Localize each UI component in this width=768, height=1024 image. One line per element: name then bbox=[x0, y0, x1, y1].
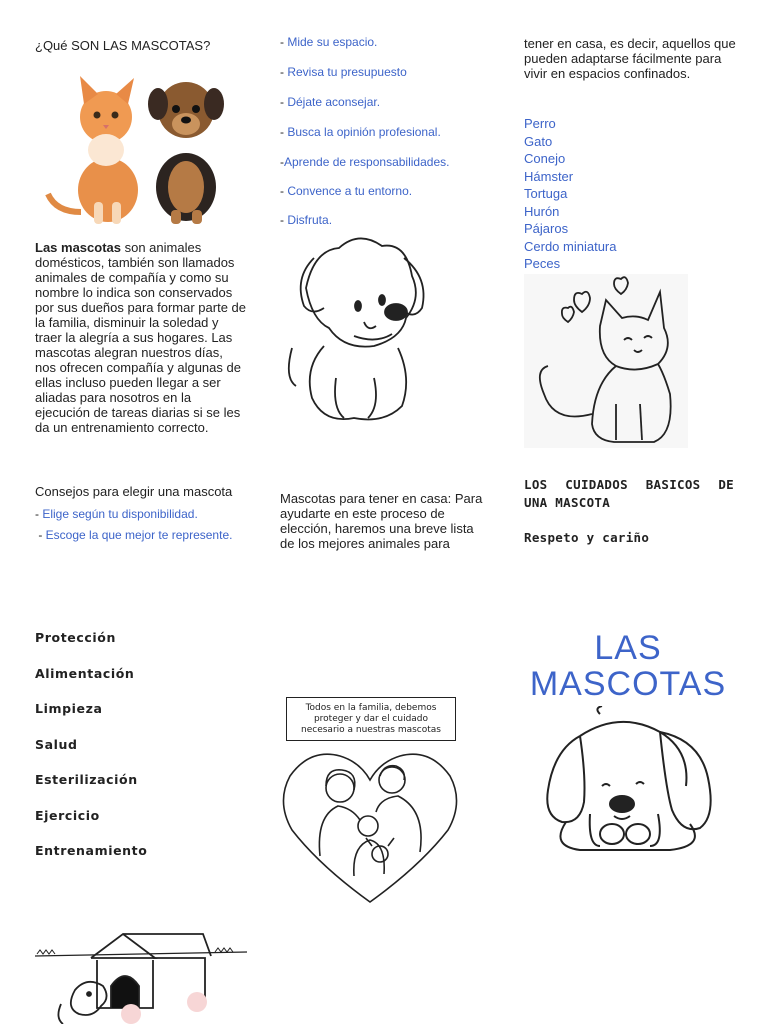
tip-item[interactable]: - Revisa tu presupuesto bbox=[280, 65, 407, 79]
question-heading: ¿Qué SON LAS MASCOTAS? bbox=[35, 38, 211, 53]
title-line-2: MASCOTAS bbox=[529, 665, 727, 703]
tip-item[interactable]: - Mide su espacio. bbox=[280, 35, 378, 49]
tip-item[interactable]: -Aprende de responsabilidades. bbox=[280, 155, 450, 169]
tip-item[interactable]: - Déjate aconsejar. bbox=[280, 95, 381, 109]
intro-paragraph bbox=[35, 240, 247, 435]
tip-item[interactable]: - Busca la opinión profesional. bbox=[280, 125, 441, 139]
family-note-box bbox=[286, 697, 456, 741]
care-item: Alimentación bbox=[35, 666, 135, 681]
animal-item[interactable]: Hámster bbox=[524, 168, 574, 184]
animal-item[interactable]: Conejo bbox=[524, 151, 566, 166]
care-item: Salud bbox=[35, 737, 78, 752]
animal-list bbox=[524, 115, 724, 273]
family-note-text: Todos en la familia, debemos proteger y dar el cuidado necesario a nuestras mascotas bbox=[301, 702, 441, 735]
animal-item[interactable]: Gato bbox=[524, 133, 553, 149]
animal-item[interactable]: Cerdo miniatura bbox=[524, 238, 617, 254]
home-pets-text: Mascotas para tener en casa: Para ayudarte en este proceso de elección, haremos una breve lista de los mejores animales para bbox=[280, 491, 483, 551]
care-item: Esterilización bbox=[35, 772, 138, 787]
care-heading: LOS CUIDADOS BASICOS DE UNA MASCOTA bbox=[524, 477, 734, 510]
care-item: Entrenamiento bbox=[35, 843, 148, 858]
floppy-ear-puppy-drawing bbox=[540, 706, 720, 858]
tip-item[interactable]: - Elige según tu disponibilidad. bbox=[35, 507, 198, 521]
advice-heading: Consejos para elegir una mascota bbox=[35, 484, 233, 499]
care-item: Limpieza bbox=[35, 701, 103, 716]
col1-tips-list bbox=[35, 507, 235, 542]
animal-item[interactable]: Pájaros bbox=[524, 221, 569, 236]
doghouse-drawing bbox=[35, 928, 247, 1024]
intro-bold: Las mascotas bbox=[35, 240, 121, 255]
care-item: Ejercicio bbox=[35, 808, 100, 823]
care-item: Protección bbox=[35, 630, 116, 645]
care-item-first: Respeto y cariño bbox=[524, 530, 650, 545]
tip-item[interactable]: - Convence a tu entorno. bbox=[280, 184, 413, 198]
puppy-drawing bbox=[284, 228, 434, 428]
animal-item[interactable]: Tortuga bbox=[524, 186, 568, 201]
cat-drawing bbox=[524, 274, 688, 448]
intro-text: son animales domésticos, también son llamados animales de compañía y como su nombre lo indica son conservados por sus dueños para formar parte de la familia, disminuir la soledad y traer la alegría a sus hogares. Las mascotas alegran nuestros días, nos ofrecen compañía y algunas de ellas incluso pueden llegar a ser aliadas para nosotros en la ejecución de tareas diarias si se les da un entrenamiento correcto. bbox=[35, 240, 247, 435]
heart-family-drawing bbox=[280, 746, 460, 906]
main-title bbox=[520, 630, 736, 702]
animal-item[interactable]: Peces bbox=[524, 256, 561, 271]
tip-item[interactable]: - Escoge la que mejor te represente. bbox=[35, 528, 233, 542]
animal-item[interactable]: Perro bbox=[524, 116, 556, 131]
col2-tips-list bbox=[280, 35, 480, 242]
animal-item[interactable]: Hurón bbox=[524, 203, 560, 219]
tip-item[interactable]: - Disfruta. bbox=[280, 213, 333, 227]
title-line-1: LAS bbox=[594, 629, 662, 667]
cat-and-puppy-photo bbox=[36, 62, 244, 232]
continued-text: tener en casa, es decir, aquellos que pueden adaptarse fácilmente para vivir en espacios confinados. bbox=[524, 36, 736, 81]
